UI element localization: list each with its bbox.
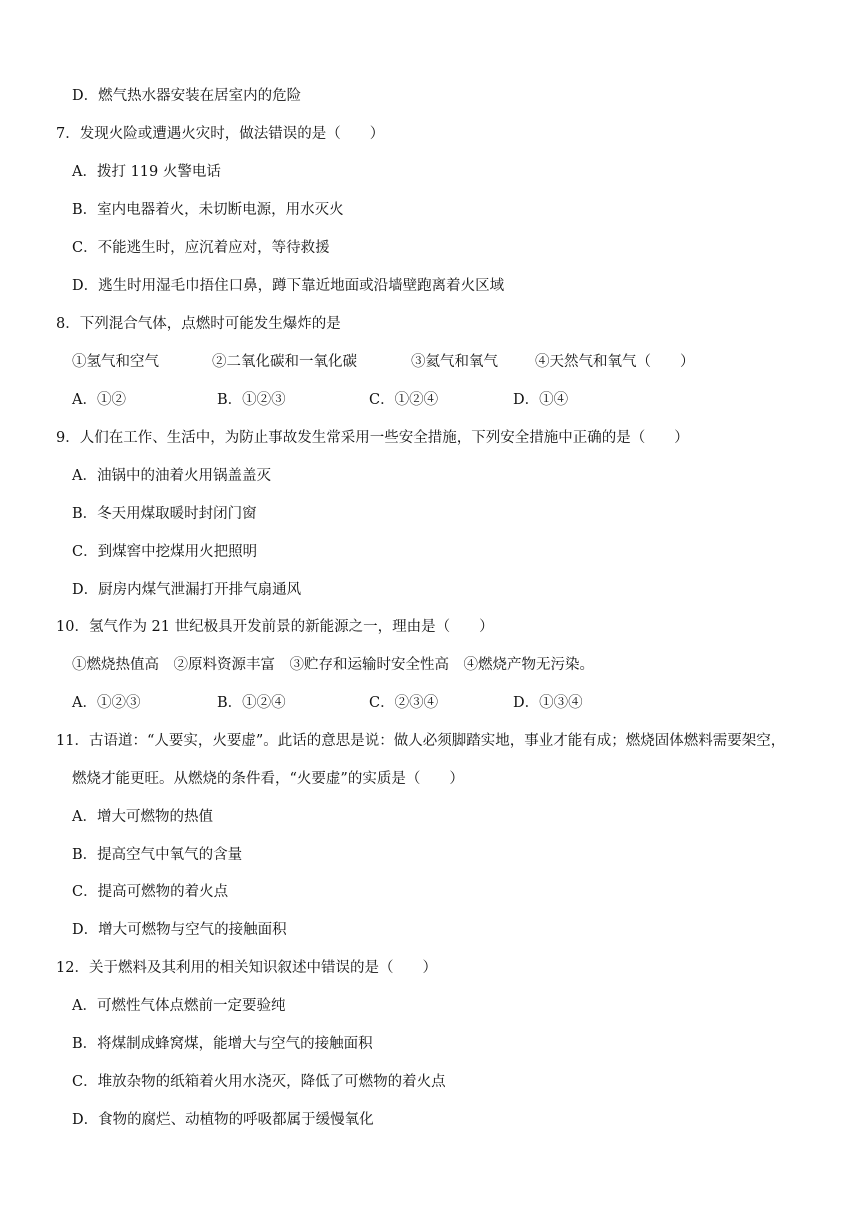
q8-option-d: D．①④ bbox=[513, 392, 569, 408]
q8-stem: 8．下列混合气体，点燃时可能发生爆炸的是 bbox=[56, 316, 341, 332]
q8-option-b: B．①②③ bbox=[217, 392, 286, 408]
q11-option-c: C．提高可燃物的着火点 bbox=[72, 884, 229, 900]
q12-option-a: A．可燃性气体点燃前一定要验纯 bbox=[72, 998, 286, 1014]
q9-option-d: D．厨房内煤气泄漏打开排气扇通风 bbox=[72, 582, 302, 598]
q11-option-a: A．增大可燃物的热值 bbox=[72, 809, 213, 825]
q9-stem: 9．人们在工作、生活中，为防止事故发生常采用一些安全措施，下列安全措施中正确的是（ ） bbox=[56, 430, 689, 446]
q10-items: ①燃烧热值高 ②原料资源丰富 ③贮存和运输时安全性高 ④燃烧产物无污染。 bbox=[72, 657, 594, 673]
q7-option-c: C．不能逃生时，应沉着应对，等待救援 bbox=[72, 240, 330, 256]
q8-item-3: ③氦气和氧气 bbox=[411, 354, 498, 370]
q10-option-b: B．①②④ bbox=[217, 695, 286, 711]
q8-option-a: A．①② bbox=[72, 392, 126, 408]
q8-option-c: C．①②④ bbox=[369, 392, 439, 408]
q11-option-b: B．提高空气中氧气的含量 bbox=[72, 847, 243, 863]
q7-stem: 7．发现火险或遭遇火灾时，做法错误的是（ ） bbox=[56, 126, 385, 142]
q12-option-c: C．堆放杂物的纸箱着火用水浇灭，降低了可燃物的着火点 bbox=[72, 1074, 446, 1090]
q11-option-d: D．增大可燃物与空气的接触面积 bbox=[72, 922, 287, 938]
q8-item-2: ②二氧化碳和一氧化碳 bbox=[212, 354, 357, 370]
q11-stem-continued: 燃烧才能更旺。从燃烧的条件看，“火要虚”的实质是（ ） bbox=[72, 771, 464, 787]
q12-stem: 12．关于燃料及其利用的相关知识叙述中错误的是（ ） bbox=[56, 960, 437, 976]
q12-option-b: B．将煤制成蜂窝煤，能增大与空气的接触面积 bbox=[72, 1036, 373, 1052]
q7-option-a: A．拨打 119 火警电话 bbox=[72, 164, 221, 180]
q10-option-c: C．②③④ bbox=[369, 695, 439, 711]
q10-option-d: D．①③④ bbox=[513, 695, 583, 711]
q8-item-1: ①氢气和空气 bbox=[72, 354, 159, 370]
q11-stem: 11．古语道：“人要实，火要虚”。此话的意思是说：做人必须脚踏实地，事业才能有成；燃烧固体燃料需要架空， bbox=[56, 733, 786, 749]
q9-option-b: B．冬天用煤取暖时封闭门窗 bbox=[72, 506, 257, 522]
q9-option-a: A．油锅中的油着火用锅盖盖灭 bbox=[72, 468, 271, 484]
q7-option-b: B．室内电器着火，未切断电源，用水灭火 bbox=[72, 202, 344, 218]
q8-item-4: ④天然气和氧气（ ） bbox=[535, 354, 695, 370]
q7-option-d: D．逃生时用湿毛巾捂住口鼻，蹲下靠近地面或沿墙壁跑离着火区域 bbox=[72, 278, 505, 294]
q12-option-d: D．食物的腐烂、动植物的呼吸都属于缓慢氧化 bbox=[72, 1112, 374, 1128]
q9-option-c: C．到煤窖中挖煤用火把照明 bbox=[72, 544, 258, 560]
q6-option-d: D．燃气热水器安装在居室内的危险 bbox=[72, 88, 302, 104]
q10-option-a: A．①②③ bbox=[72, 695, 141, 711]
q10-stem: 10．氢气作为 21 世纪极具开发前景的新能源之一，理由是（ ） bbox=[56, 619, 494, 635]
